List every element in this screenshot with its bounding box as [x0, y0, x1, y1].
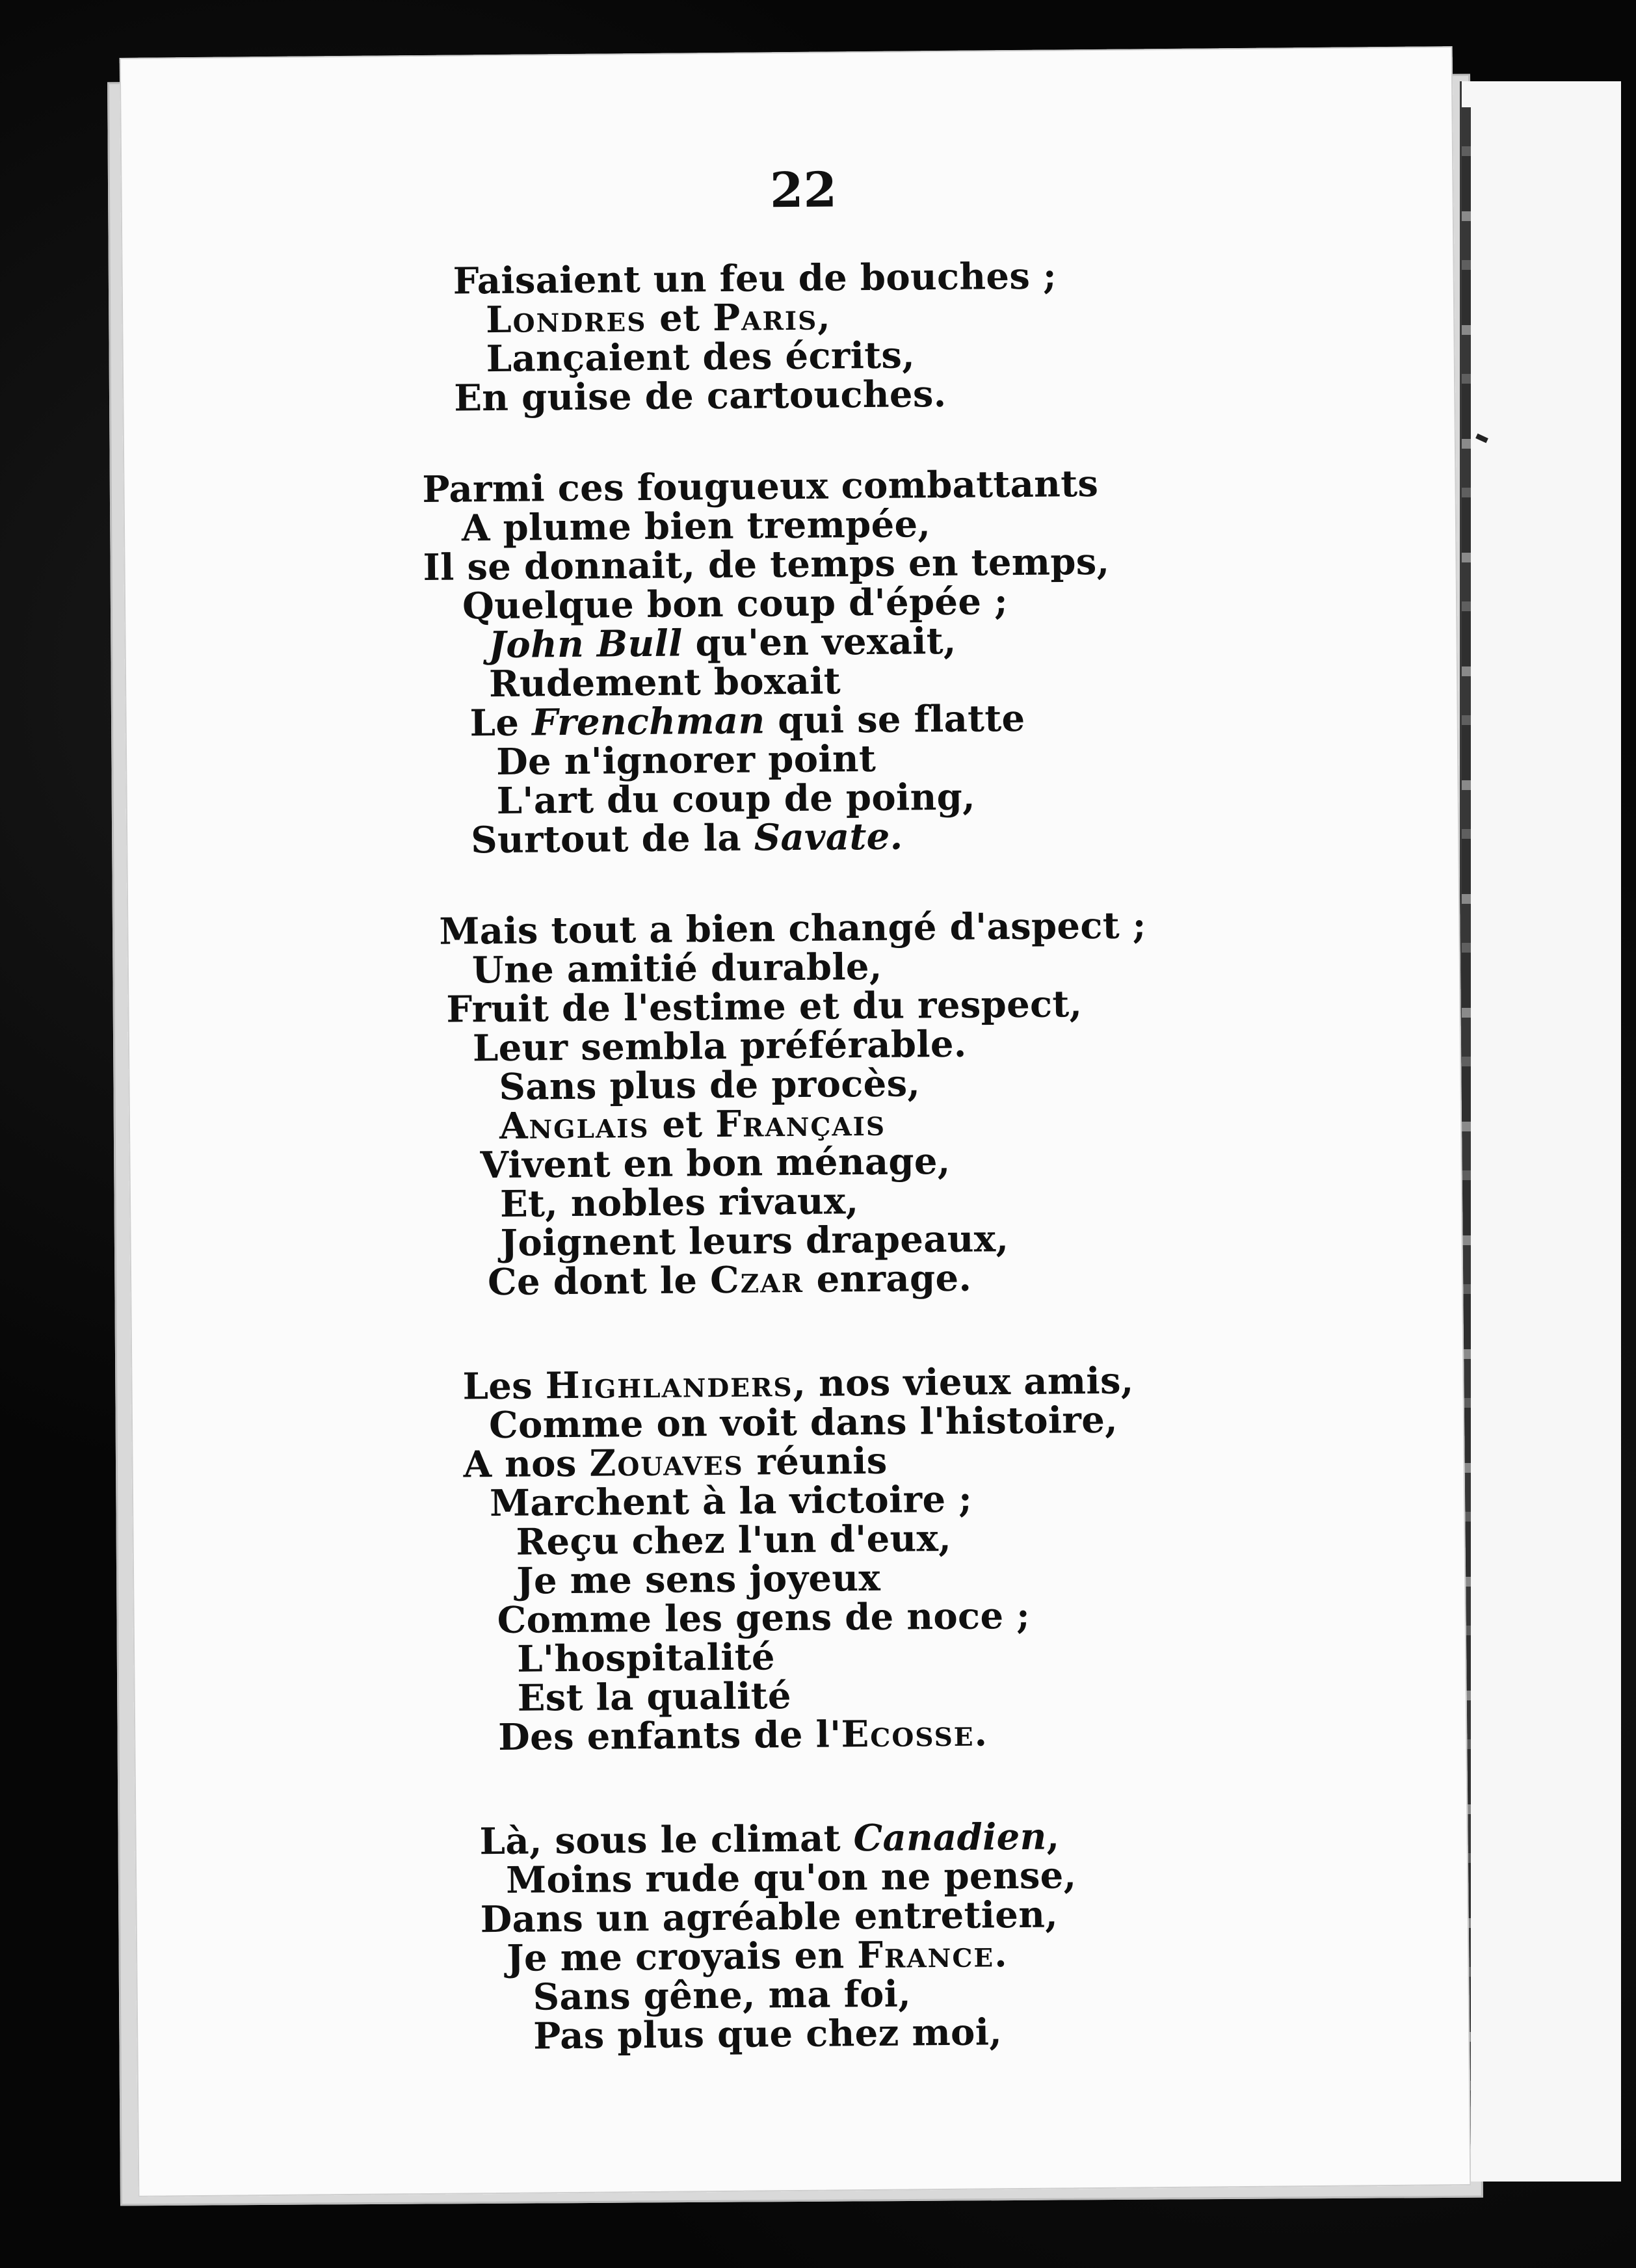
line-text: Mais tout a bien changé d'aspect ;: [439, 904, 1146, 953]
line-text: et: [646, 297, 713, 340]
line-text: Pas plus que chez moi,: [533, 2011, 1003, 2058]
poem-line: [485, 295, 831, 342]
line-text: Une amitié durable,: [471, 945, 882, 992]
line-text: Comme les gens de noce ;: [497, 1594, 1031, 1642]
line-text: qu'en vexait,: [682, 619, 957, 665]
line-text: Marchent à la victoire ;: [489, 1477, 973, 1525]
poem-line: [516, 1516, 952, 1564]
poem-line: [489, 1477, 973, 1525]
poem-line: [480, 1893, 1059, 1942]
poem-line: [461, 503, 931, 550]
poem-line: [469, 696, 1025, 745]
line-text: et: [649, 1103, 716, 1146]
line-text: Fruit de l'estime et du respect,: [446, 982, 1083, 1031]
line-text: qui se flatte: [765, 696, 1025, 743]
ink-mark: [1475, 434, 1488, 443]
line-text: Leur sembla préférable.: [472, 1022, 967, 1070]
line-text: Vivent en bon ménage,: [480, 1139, 951, 1187]
poem-line: [462, 580, 1009, 628]
line-text: De n'ignorer point: [495, 737, 877, 784]
small-caps-word: Londres: [485, 297, 647, 342]
line-text: Le: [469, 701, 533, 745]
poem-line: [517, 1674, 792, 1720]
line-text: , nos vieux amis,: [793, 1359, 1134, 1406]
poem-line: [499, 1062, 921, 1109]
line-text: Sans plus de procès,: [499, 1062, 921, 1109]
italic-word: Canadien: [853, 1815, 1047, 1860]
line-text: Et, nobles rivaux,: [499, 1180, 859, 1226]
line-text: Comme on voit dans l'histoire,: [488, 1398, 1118, 1447]
line-text: L'art du coup de poing,: [496, 775, 976, 823]
poem-line: [453, 254, 1057, 303]
line-text: Sans gêne, ma foi,: [533, 1972, 912, 2019]
poem-line: [506, 1932, 1008, 1980]
line-text: Rudement boxait: [488, 659, 841, 706]
small-caps-word: Czar: [709, 1258, 804, 1302]
poem-line: [462, 1359, 1134, 1408]
line-text: Joignent leurs drapeaux,: [500, 1217, 1009, 1265]
line-text: L'hospitalité: [516, 1635, 776, 1681]
poem-line: [499, 1101, 886, 1148]
facing-page-edge: [1460, 81, 1621, 2182]
poem-line: [496, 775, 976, 823]
line-text: Dans un agréable entretien,: [480, 1893, 1059, 1942]
poem-text: [120, 46, 1471, 2197]
small-caps-word: Français: [715, 1101, 886, 1146]
book-page: [120, 46, 1471, 2197]
poem-line: [470, 815, 903, 862]
line-text: ,: [1046, 1815, 1060, 1858]
italic-word: Frenchman: [531, 699, 765, 745]
line-text: Reçu chez l'un d'eux,: [516, 1516, 952, 1564]
line-text: Faisaient un feu de bouches ;: [453, 254, 1057, 303]
poem-line: [422, 462, 1099, 511]
line-text: Les: [462, 1364, 546, 1408]
line-text: Je me sens joyeux: [516, 1556, 881, 1603]
poem-line: [533, 1972, 912, 2019]
poem-line: [463, 1439, 888, 1486]
line-text: A plume bien trempée,: [461, 503, 931, 550]
small-caps-word: France: [856, 1932, 995, 1977]
line-text: ,: [817, 295, 831, 339]
poem-line: [471, 945, 882, 992]
line-text: Parmi ces fougueux combattants: [422, 462, 1099, 511]
poem-line: [487, 1256, 972, 1304]
poem-line: [488, 659, 841, 706]
small-caps-word: Highlanders: [545, 1362, 793, 1408]
poem-line: [516, 1635, 776, 1681]
line-text: En guise de cartouches.: [453, 372, 947, 420]
line-text: Surtout de la: [470, 816, 754, 862]
poem-line: [499, 1180, 859, 1226]
poem-line: [446, 982, 1083, 1031]
poem-line: [533, 2011, 1003, 2058]
poem-line: [505, 1854, 1077, 1902]
line-text: .: [974, 1711, 988, 1755]
poem-line: [472, 1022, 967, 1070]
poem-line: [453, 372, 947, 420]
line-text: Je me croyais en: [506, 1934, 858, 1980]
small-caps-word: Anglais: [499, 1103, 650, 1148]
line-text: Moins rude qu'on ne pense,: [505, 1854, 1077, 1902]
line-text: Lançaient des écrits,: [486, 334, 916, 381]
line-text: Quelque bon coup d'épée ;: [462, 580, 1009, 628]
italic-word: Savate.: [754, 815, 903, 860]
page-number: 22: [769, 162, 838, 219]
poem-line: [516, 1556, 881, 1603]
poem-line: [488, 1398, 1118, 1447]
poem-line: [495, 737, 877, 784]
line-text: Est la qualité: [517, 1674, 792, 1720]
line-text: Là, sous le climat: [479, 1817, 854, 1864]
poem-line: [497, 1594, 1031, 1642]
line-text: réunis: [743, 1439, 888, 1484]
poem-line: [488, 619, 957, 667]
small-caps-word: Ecosse: [841, 1711, 975, 1756]
line-text: enrage.: [803, 1256, 972, 1301]
line-text: Des enfants de l': [497, 1713, 841, 1760]
poem-line: [497, 1711, 988, 1760]
small-caps-word: Zouaves: [589, 1440, 744, 1485]
line-text: .: [994, 1932, 1008, 1976]
poem-line: [480, 1139, 951, 1187]
poem-line: [486, 334, 916, 381]
line-text: Il se donnait, de temps en temps,: [423, 540, 1110, 589]
poem-line: [479, 1815, 1060, 1864]
poem-line: [439, 904, 1146, 953]
line-text: A nos: [463, 1442, 590, 1486]
small-caps-word: Paris: [712, 295, 818, 340]
line-text: Ce dont le: [487, 1259, 711, 1304]
poem-line: [500, 1217, 1009, 1265]
italic-word: John Bull: [488, 622, 683, 667]
